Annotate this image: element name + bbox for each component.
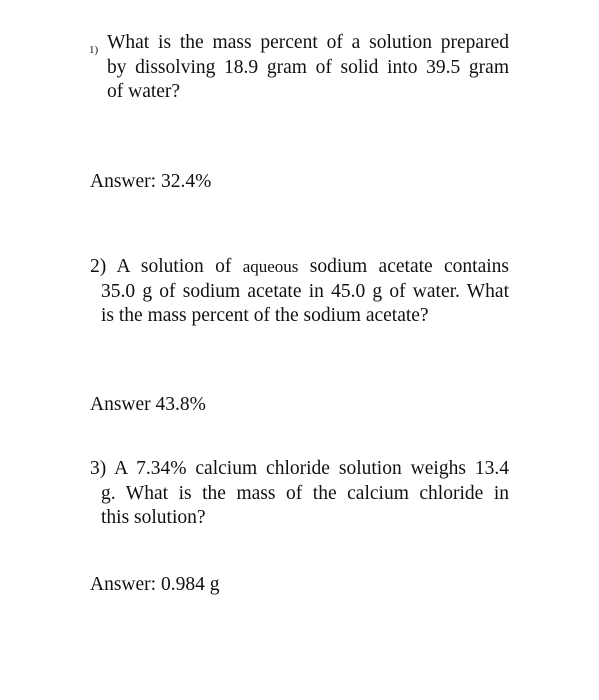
problem-2-number: 2): [90, 256, 107, 277]
problem-2-line-1-small: aqueous: [242, 257, 299, 276]
problem-2-line-1: [90, 255, 509, 280]
problem-1-line-2: by dissolving 18.9 gram of solid into 39.5 gram: [107, 56, 509, 78]
problem-3-number: 3): [90, 458, 107, 479]
problem-2-line-1-b: sodium acetate contains: [309, 256, 510, 277]
problem-1-line-3: of water?: [107, 81, 181, 102]
problem-3-answer: Answer: 0.984 g: [90, 574, 220, 595]
problem-2-text: [90, 255, 509, 329]
problem-1-line-1: What is the mass percent of a solution prepared: [107, 32, 509, 53]
problem-2-answer: Answer 43.8%: [90, 394, 206, 415]
problem-3-text: [90, 457, 509, 531]
problem-2-line-3: is the mass percent of the sodium acetate?: [101, 305, 429, 326]
problem-3-line-2: g. What is the mass of the calcium chloride in: [101, 482, 509, 504]
problem-3-line-3: this solution?: [101, 507, 206, 528]
problem-2-line-2: 35.0 g of sodium acetate in 45.0 g of water. What: [101, 280, 509, 302]
problem-1-number: 1): [89, 44, 99, 56]
problem-3-line-1-text: A 7.34% calcium chloride solution weighs 13.4: [114, 458, 509, 479]
problem-1-text: [107, 31, 509, 105]
problem-2-line-1-a: A solution of: [116, 256, 232, 277]
problem-1-answer: Answer: 32.4%: [90, 171, 212, 192]
problem-3-line-1: [90, 457, 509, 482]
